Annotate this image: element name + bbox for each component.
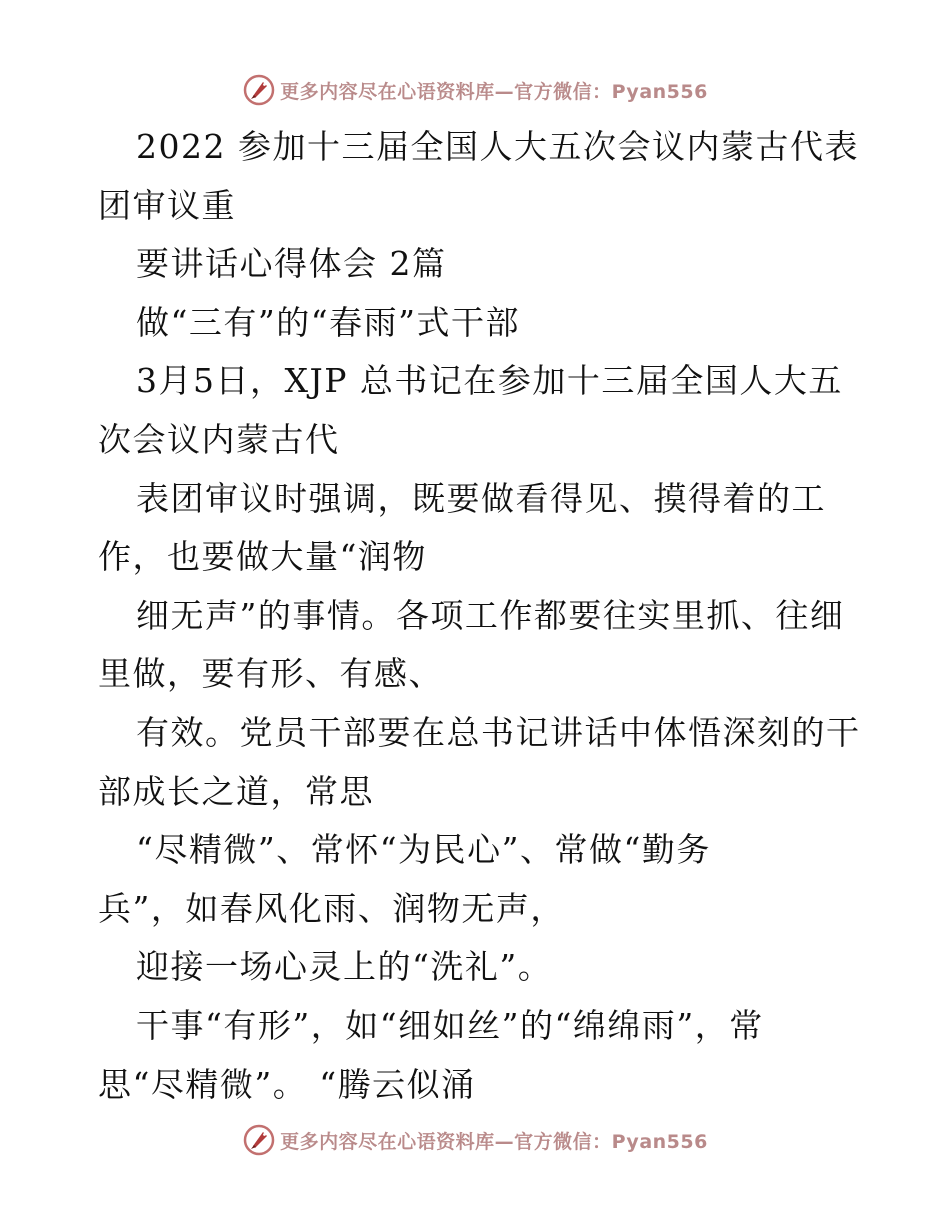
pen-nib-seal-icon — [242, 73, 276, 107]
text-line: 要讲话心得体会 2篇 — [136, 244, 447, 284]
text-line: 作，也要做大量“润物 — [98, 537, 427, 577]
text-line: 细无声”的事情。各项工作都要往实里抓、往细 — [136, 595, 845, 635]
footer-watermark — [0, 1120, 950, 1160]
text-line: 次会议内蒙古代 — [98, 419, 340, 459]
watermark-text: 更多内容尽在心语资料库—官方微信：Pyan556 — [280, 1130, 708, 1153]
text-line: 干事“有形”，如“细如丝”的“绵绵雨”，常 — [136, 1005, 764, 1045]
text-line: 做“三有”的“春雨”式干部 — [136, 302, 520, 342]
text-line: “尽精微”、常怀“为民心”、常做“勤务 — [136, 830, 711, 870]
text-line: 有效。党员干部要在总书记讲话中体悟深刻的干 — [136, 712, 861, 752]
header-watermark — [0, 70, 950, 110]
text-line: 部成长之道，常思 — [98, 771, 374, 811]
text-line: 迎接一场心灵上的“洗礼”。 — [136, 947, 553, 987]
text-line: 里做，要有形、有感、 — [98, 654, 443, 694]
text-line: 2022 参加十三届全国人大五次会议内蒙古代表 — [136, 127, 859, 166]
pen-nib-seal-icon — [242, 1123, 276, 1157]
text-line: 表团审议时强调，既要做看得见、摸得着的工 — [136, 478, 826, 518]
document-body — [98, 118, 861, 1114]
watermark-text: 更多内容尽在心语资料库—官方微信：Pyan556 — [280, 80, 708, 103]
text-line: 兵”，如春风化雨、润物无声， — [98, 888, 565, 928]
text-line: 思“尽精微”。 “腾云似涌 — [98, 1064, 476, 1104]
text-line: 3月5日，XJP 总书记在参加十三届全国人大五 — [136, 361, 843, 401]
text-line: 团审议重 — [98, 185, 236, 225]
